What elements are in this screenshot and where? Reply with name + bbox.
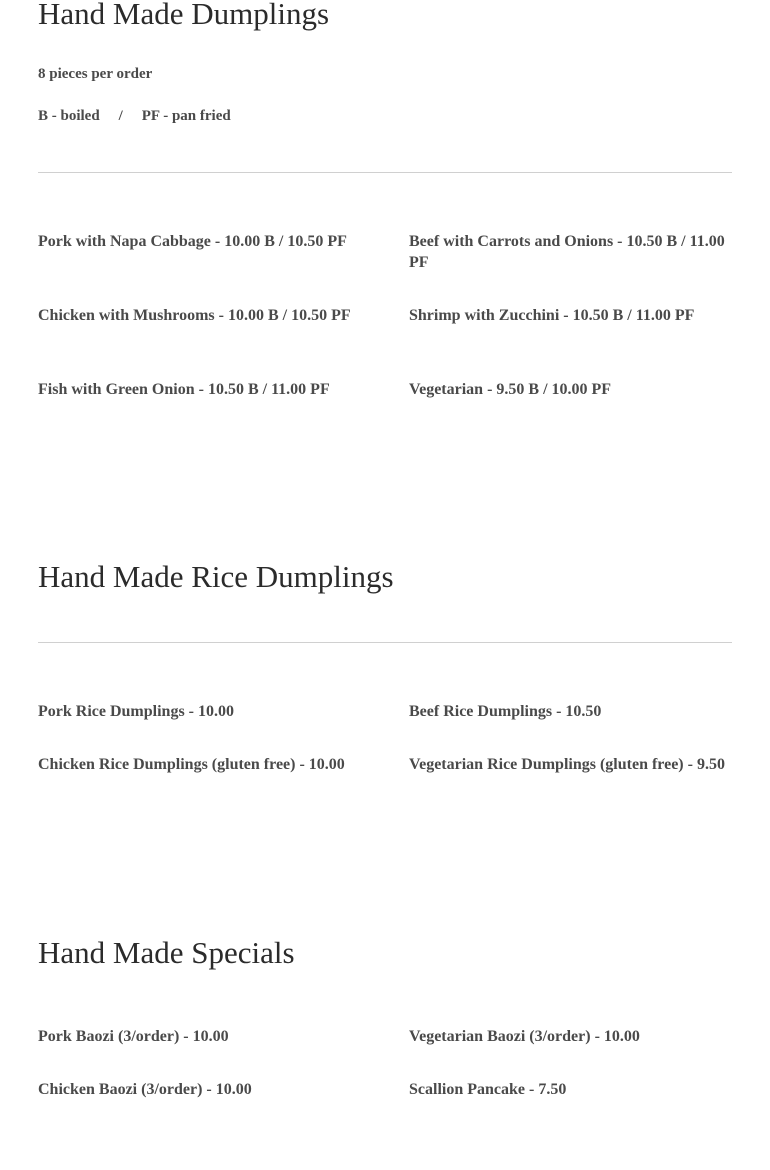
menu-item: Vegetarian - 9.50 B / 10.00 PF <box>409 381 612 398</box>
menu-item: Pork Baozi (3/order) - 10.00 <box>38 1028 229 1045</box>
section-divider-dumplings <box>38 172 732 173</box>
menu-item: Fish with Green Onion - 10.50 B / 11.00 PF <box>38 381 330 398</box>
cooking-legend <box>38 106 231 126</box>
menu-item: Beef Rice Dumplings - 10.50 <box>409 703 602 720</box>
menu-item: Vegetarian Baozi (3/order) - 10.00 <box>409 1028 640 1045</box>
menu-item: Shrimp with Zucchini - 10.50 B / 11.00 PF <box>409 307 695 324</box>
menu-item: Pork Rice Dumplings - 10.00 <box>38 703 234 720</box>
menu-item: Beef with Carrots and Onions - 10.50 B / 11.00 PF <box>409 233 725 271</box>
menu-item: Chicken Baozi (3/order) - 10.00 <box>38 1081 252 1098</box>
section-title-specials: Hand Made Specials <box>38 935 295 970</box>
menu-item: Scallion Pancake - 7.50 <box>409 1081 567 1098</box>
section-title-rice-dumplings: Hand Made Rice Dumplings <box>38 559 394 594</box>
menu-item: Chicken with Mushrooms - 10.00 B / 10.50 PF <box>38 307 351 324</box>
legend-separator: / <box>118 108 123 124</box>
section-divider-rice-dumplings <box>38 642 732 643</box>
menu-item: Vegetarian Rice Dumplings (gluten free) - 9.50 <box>409 756 725 773</box>
menu-item: Chicken Rice Dumplings (gluten free) - 10.00 <box>38 756 345 773</box>
section-title-dumplings: Hand Made Dumplings <box>38 0 330 31</box>
legend-pan-fried: PF - pan fried <box>141 108 231 124</box>
legend-boiled: B - boiled <box>38 108 100 124</box>
pieces-per-order-note: 8 pieces per order <box>38 66 153 82</box>
menu-item: Pork with Napa Cabbage - 10.00 B / 10.50 PF <box>38 233 347 250</box>
